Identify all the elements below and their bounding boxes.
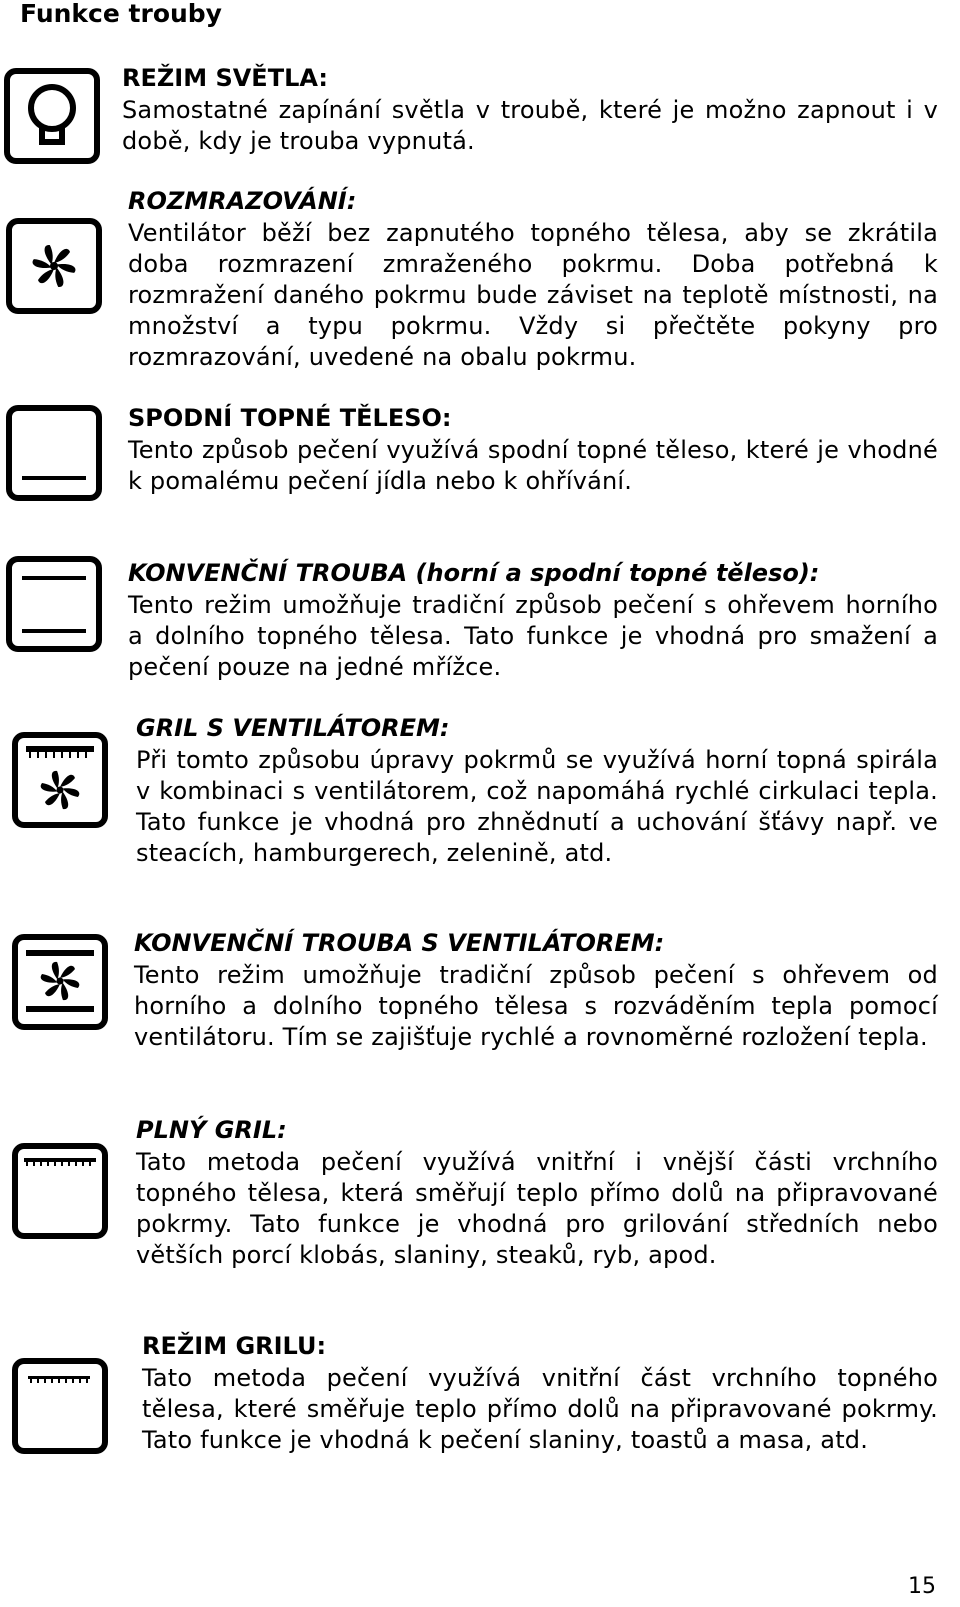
grill-fan-icon — [12, 732, 108, 828]
section-body: Tento režim umožňuje tradiční způsob pečení s ohřevem od horního a dolního topného tělesa s rozváděním tepla pomocí ventilátoru. Tím se zajišťuje rychlé a rovnoměrné rozložení tepla. — [134, 961, 938, 1051]
section-body: Tento režim umožňuje tradiční způsob pečení s ohřevem horního a dolního topného tělesa. Tato funkce je vhodná pro smažení a pečení pouze na jedné mřížce. — [128, 591, 938, 681]
light-bulb-icon — [4, 68, 100, 164]
section-heading: KONVENČNÍ TROUBA (horní a spodní topné těleso): — [128, 559, 820, 587]
fan-icon — [6, 218, 102, 314]
section-conventional — [128, 558, 938, 683]
section-grill-fan — [136, 713, 938, 869]
grill-icon — [12, 1358, 108, 1454]
section-heading: ROZMRAZOVÁNÍ: — [128, 187, 357, 215]
section-light — [122, 63, 938, 157]
section-grill — [142, 1331, 938, 1456]
section-full-grill — [136, 1115, 938, 1271]
conventional-fan-icon — [12, 934, 108, 1030]
page-number: 15 — [908, 1574, 936, 1599]
section-heading: PLNÝ GRIL: — [136, 1116, 287, 1144]
section-body: Samostatné zapínání světla v troubě, které je možno zapnout i v době, kdy je trouba vypnutá. — [122, 96, 938, 155]
section-body: Ventilátor běží bez zapnutého topného tělesa, aby se zkrátila doba rozmrazení zmraženého pokrmu. Doba potřebná k rozmražení daného pokrmu bude záviset na teplotě místnosti, na množství a typu pokrmu. Vždy si přečtěte pokyny pro rozmrazování, uvedené na obalu pokrmu. — [128, 219, 938, 371]
section-heading: KONVENČNÍ TROUBA S VENTILÁTOREM: — [134, 929, 665, 957]
section-conventional-fan — [134, 928, 938, 1053]
section-body: Při tomto způsobu úpravy pokrmů se využívá horní topná spirála v kombinaci s ventilátorem, což napomáhá rychlé cirkulaci tepla. Tato funkce je vhodná pro zhnědnutí a uchování šťávy např. ve steacích, hamburgerech, zelenině, atd. — [136, 746, 938, 867]
section-defrost — [128, 186, 938, 373]
section-body: Tento způsob pečení využívá spodní topné těleso, které je vhodné k pomalému pečení jídla nebo k ohřívání. — [128, 436, 938, 495]
page-title: Funkce trouby — [20, 0, 222, 28]
bottom-heat-icon — [6, 405, 102, 501]
section-heading: SPODNÍ TOPNÉ TĚLESO: — [128, 404, 452, 432]
section-heading: GRIL S VENTILÁTOREM: — [136, 714, 450, 742]
full-grill-icon — [12, 1143, 108, 1239]
section-body: Tato metoda pečení využívá vnitřní i vnější části vrchního topného tělesa, která směřují teplo přímo dolů na připravované pokrmy. Tato funkce je vhodná pro grilování středních nebo větších porcí klobás, slaniny, steaků, ryb, apod. — [136, 1148, 938, 1269]
section-bottom-heat — [128, 403, 938, 497]
section-heading: REŽIM SVĚTLA: — [122, 64, 328, 92]
section-body: Tato metoda pečení využívá vnitřní část vrchního topného tělesa, které směřuje teplo přímo dolů na připravované pokrmy. Tato funkce je vhodná k pečení slaniny, toastů a masa, atd. — [142, 1364, 938, 1454]
section-heading: REŽIM GRILU: — [142, 1332, 327, 1360]
top-bottom-heat-icon — [6, 556, 102, 652]
